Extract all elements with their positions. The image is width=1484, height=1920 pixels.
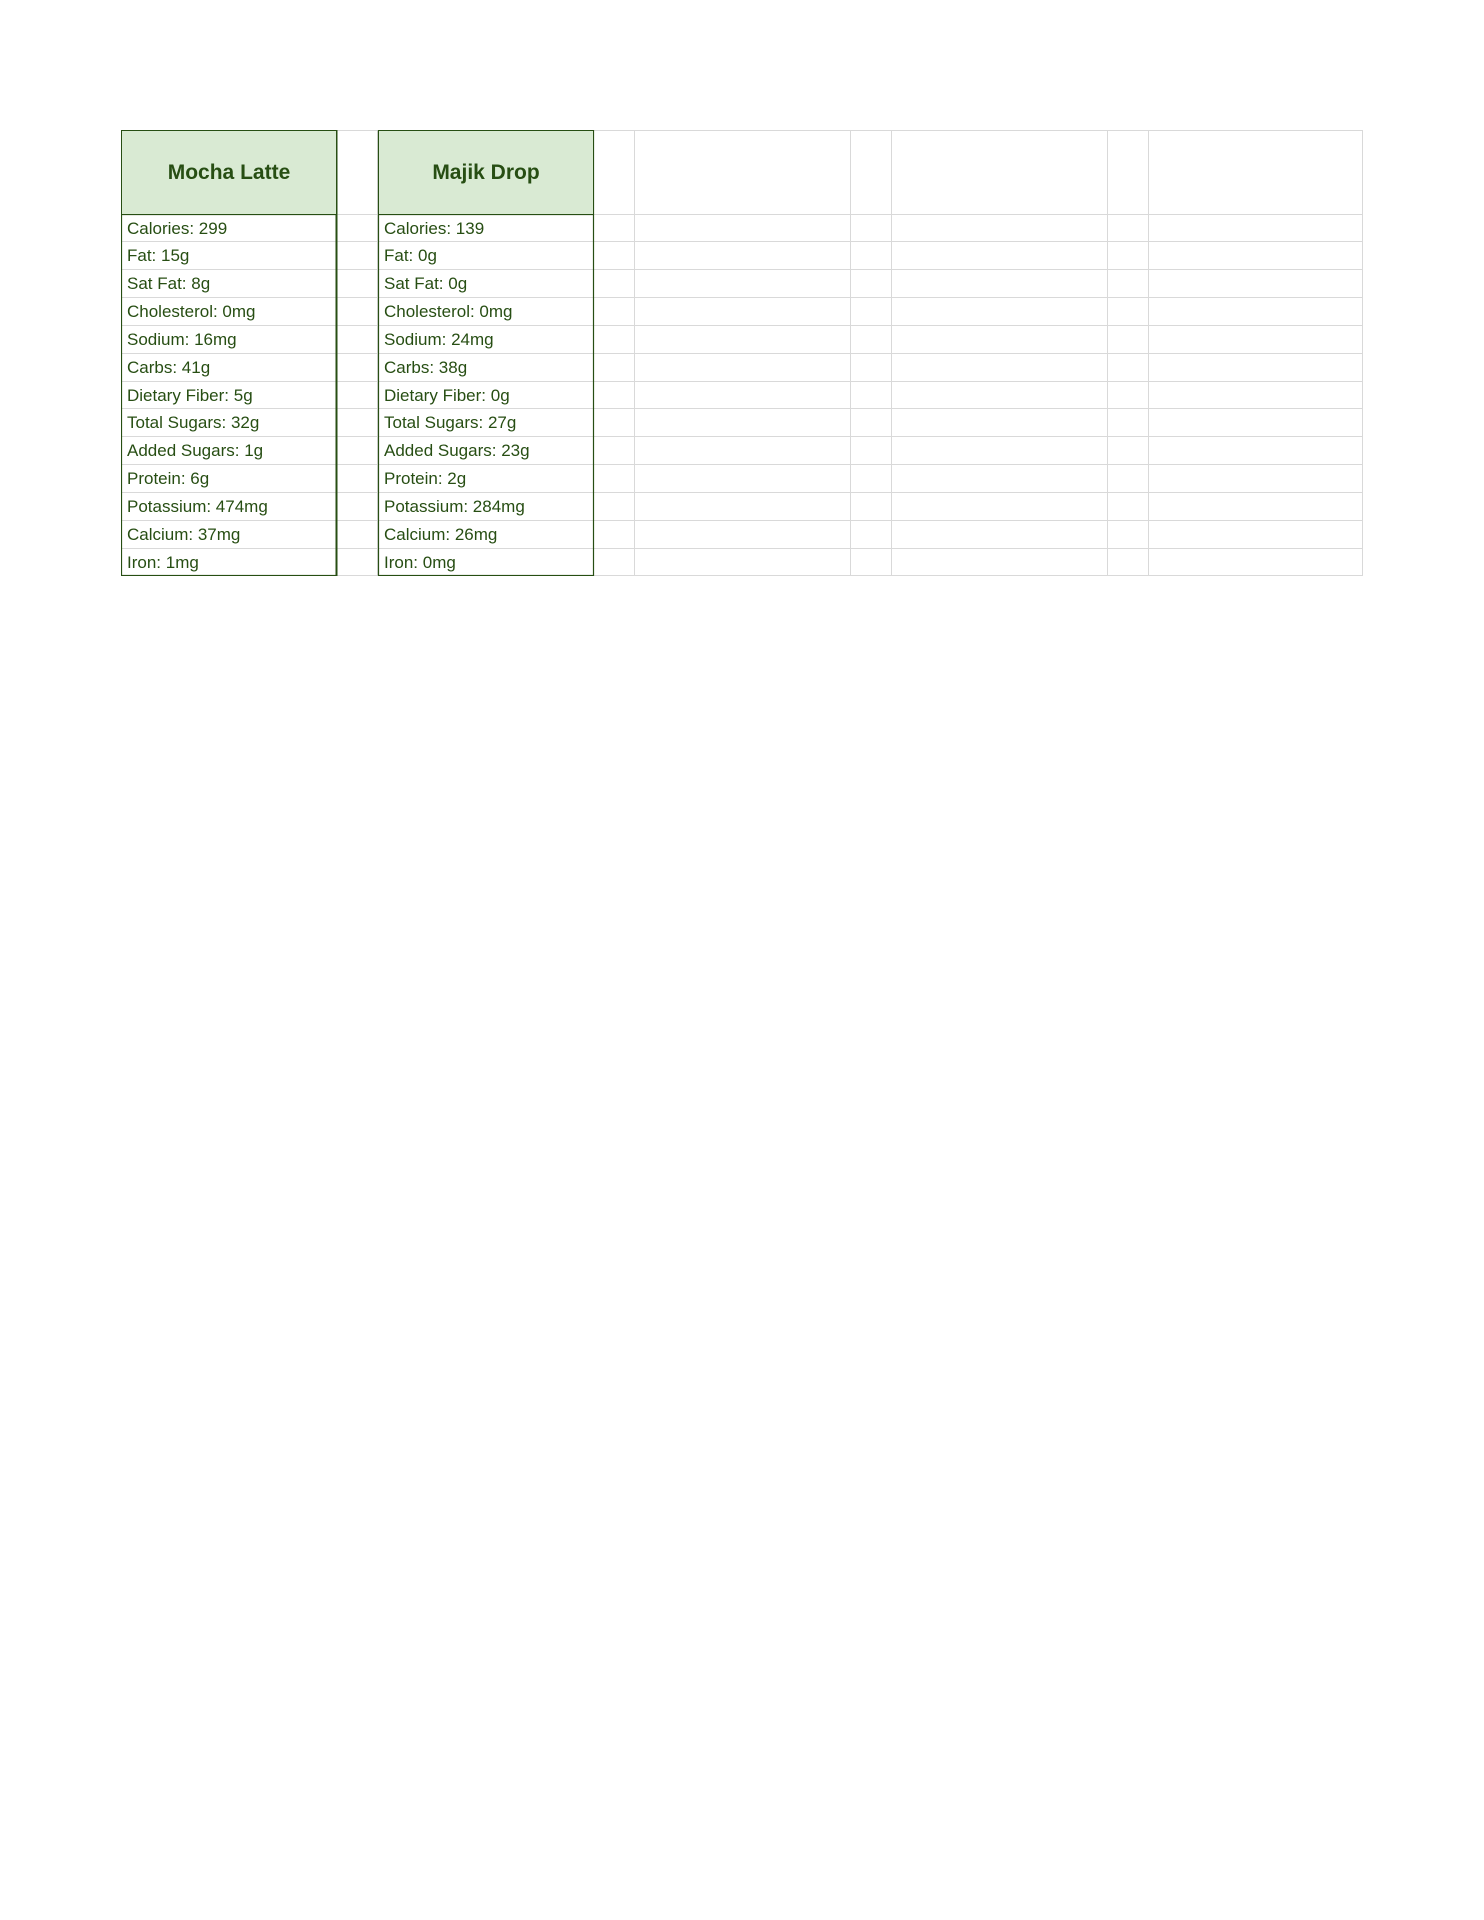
- nutrient-cell[interactable]: Potassium: 284mg: [384, 497, 525, 516]
- nutrient-cell[interactable]: Cholesterol: 0mg: [127, 302, 256, 321]
- nutrient-cell[interactable]: Total Sugars: 32g: [127, 413, 260, 432]
- nutrient-cell[interactable]: Sodium: 24mg: [384, 330, 494, 349]
- nutrient-cell[interactable]: Sat Fat: 8g: [127, 274, 211, 293]
- nutrient-cell[interactable]: Cholesterol: 0mg: [384, 302, 513, 321]
- nutrient-cell[interactable]: Calories: 299: [127, 219, 228, 238]
- nutrient-cell[interactable]: Sodium: 16mg: [127, 330, 237, 349]
- nutrient-cell[interactable]: Iron: 0mg: [384, 553, 456, 572]
- nutrient-cell[interactable]: Potassium: 474mg: [127, 497, 268, 516]
- nutrient-cell[interactable]: Calcium: 37mg: [127, 525, 241, 544]
- nutrient-cell[interactable]: Total Sugars: 27g: [384, 413, 517, 432]
- nutrient-cell[interactable]: Dietary Fiber: 0g: [384, 386, 510, 405]
- nutrient-cell[interactable]: Fat: 15g: [127, 246, 190, 265]
- product-name-header[interactable]: Majik Drop: [379, 131, 593, 214]
- nutrient-cell[interactable]: Dietary Fiber: 5g: [127, 386, 253, 405]
- nutrient-cell[interactable]: Added Sugars: 1g: [127, 441, 264, 460]
- product-name-header[interactable]: Mocha Latte: [122, 131, 336, 214]
- nutrient-cell[interactable]: Iron: 1mg: [127, 553, 199, 572]
- nutrient-cell[interactable]: Protein: 6g: [127, 469, 210, 488]
- nutrient-cell[interactable]: Fat: 0g: [384, 246, 437, 265]
- nutrient-cell[interactable]: Carbs: 41g: [127, 358, 211, 377]
- spreadsheet-page: [121, 130, 1363, 576]
- nutrient-cell[interactable]: Calcium: 26mg: [384, 525, 498, 544]
- nutrient-cell[interactable]: Protein: 2g: [384, 469, 467, 488]
- nutrient-cell[interactable]: Sat Fat: 0g: [384, 274, 468, 293]
- nutrient-cell[interactable]: Added Sugars: 23g: [384, 441, 530, 460]
- nutrient-cell[interactable]: Carbs: 38g: [384, 358, 468, 377]
- nutrient-cell[interactable]: Calories: 139: [384, 219, 485, 238]
